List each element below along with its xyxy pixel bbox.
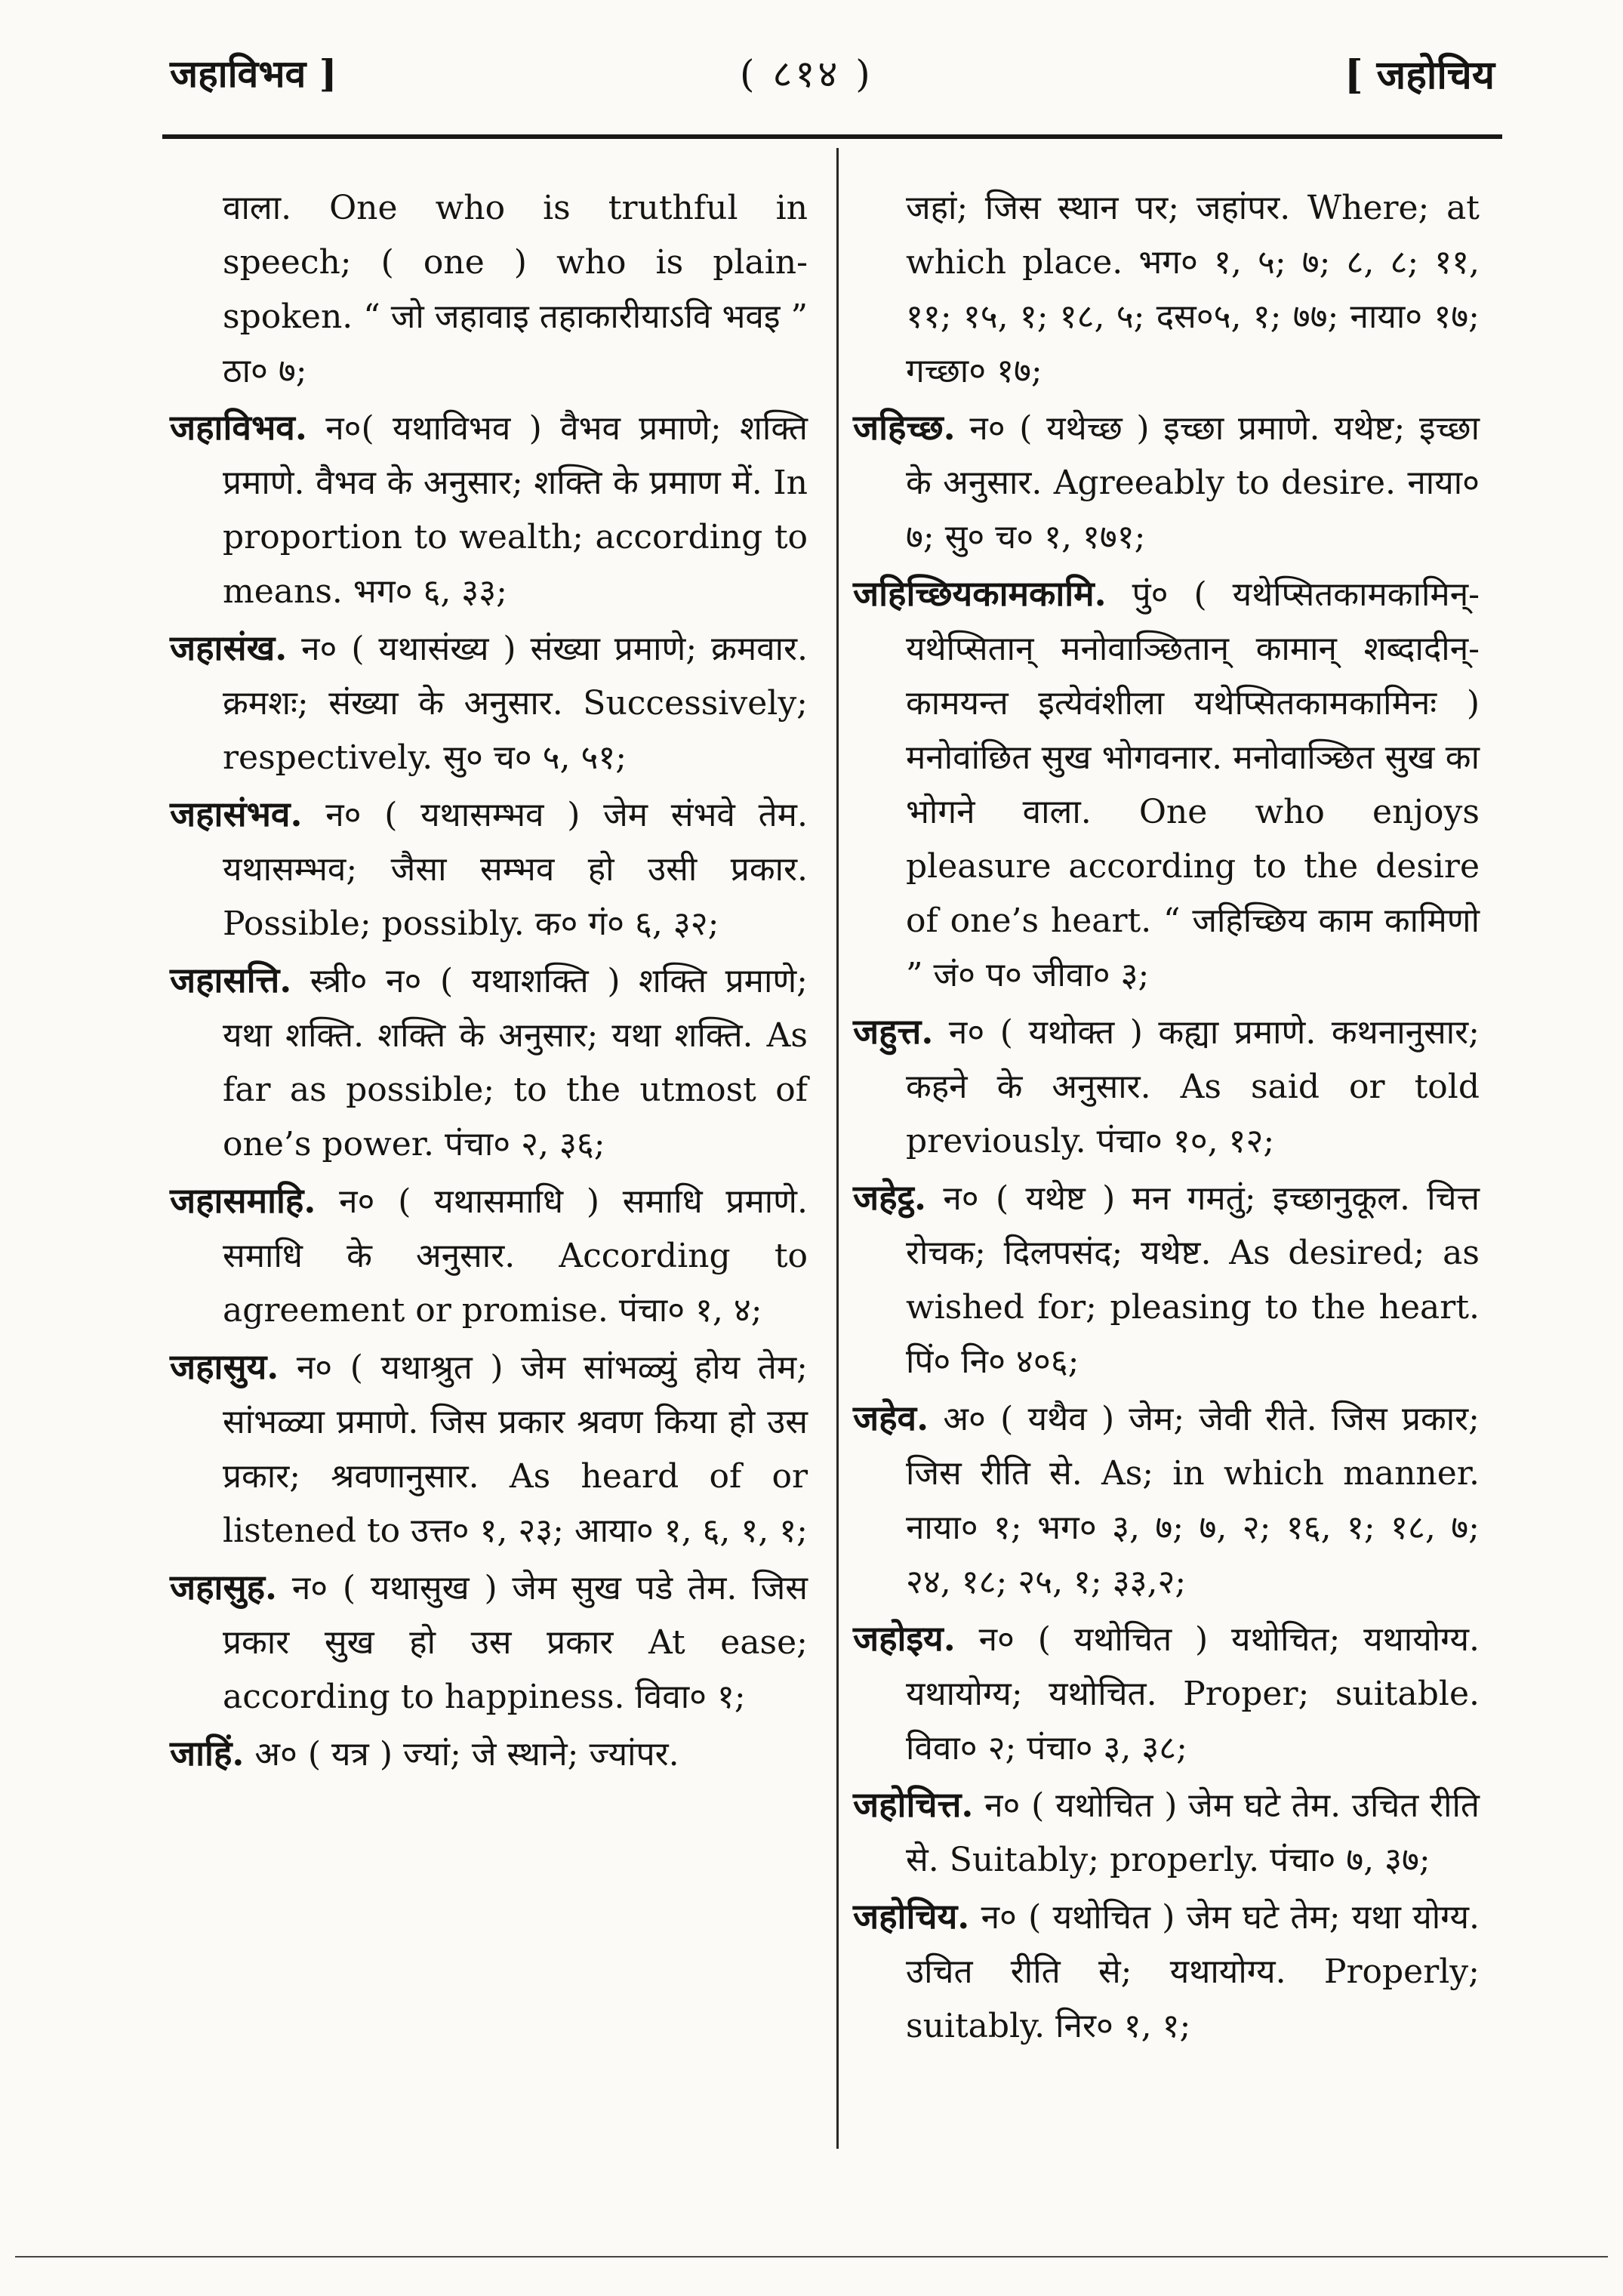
dictionary-entry — [170, 787, 808, 951]
dictionary-entry — [853, 1004, 1480, 1169]
dictionary-entry — [170, 1339, 808, 1558]
entry-headword: जहासुह. — [170, 1567, 278, 1607]
entry-headword: जाहिं. — [170, 1733, 245, 1774]
dictionary-entry — [853, 180, 1480, 399]
entry-definition: न० ( यथोचित ) जेम घटे तेम; यथा योग्य. उचित रीति से; यथायोग्य. Properly; suitably. निर० १, १; — [906, 1898, 1480, 2045]
dictionary-entry — [853, 1777, 1480, 1888]
dictionary-entry — [170, 1726, 808, 1782]
entry-definition: न० ( यथासुख ) जेम सुख पडे तेम. जिस प्रकार सुख हो उस प्रकार At ease; according to happiness. विवा० १; — [223, 1569, 808, 1716]
dictionary-entry — [853, 1611, 1480, 1776]
entry-definition: न० ( यथासम्भव ) जेम संभवे तेम. यथासम्भव; जैसा सम्भव हो उसी प्रकार. Possible; possibly. क० गं० ६, ३२; — [223, 796, 808, 943]
header-rule — [162, 134, 1502, 139]
entry-definition: न० ( यथासंख्य ) संख्या प्रमाणे; क्रमवार. क्रमशः; संख्या के अनुसार. Successively; respectively. सु० च० ५, ५१; — [223, 630, 808, 777]
column-divider — [836, 148, 839, 2149]
entry-definition: न० ( यथोचित ) यथोचित; यथायोग्य. यथायोग्य; यथोचित. Proper; suitable. विवा० २; पंचा० ३, ३८; — [906, 1620, 1480, 1767]
entry-headword: जहोचिय. — [853, 1896, 970, 1937]
entry-headword: जहासुय. — [170, 1346, 279, 1387]
entry-definition: अ० ( यत्र ) ज्यां; जे स्थाने; ज्यांपर. — [254, 1735, 679, 1774]
header-right-guideword: [ जहोचिय — [1344, 52, 1495, 98]
dictionary-entry — [853, 566, 1480, 1003]
entry-headword: जहिच्छ. — [853, 407, 956, 448]
entry-definition: वाला. One who is truthful in speech; ( one ) who is plain-spoken. “ जो जहावाइ तहाकारीयाऽवि भवइ ” ठा० ७; — [223, 189, 808, 390]
dictionary-entry — [853, 1170, 1480, 1389]
right-column — [853, 180, 1480, 2055]
entry-definition: न० ( यथोचित ) जेम घटे तेम. उचित रीति से. Suitably; properly. पंचा० ७, ३७; — [906, 1786, 1480, 1879]
dictionary-entry — [170, 400, 808, 619]
entry-headword: जहासंभव. — [170, 794, 303, 834]
entry-definition: न० ( यथेष्ट ) मन गमतुं; इच्छानुकूल. चित्त रोचक; दिलपसंद; यथेष्ट. As desired; as wished for; pleasing to the heart. पिं० नि० ४०६; — [906, 1179, 1480, 1381]
entry-definition: न०( यथाविभव ) वैभव प्रमाणे; शक्ति प्रमाणे. वैभव के अनुसार; शक्ति के प्रमाण में. In proportion to wealth; according to means. भग० ६, ३३; — [223, 409, 808, 611]
entry-headword: जहाविभव. — [170, 407, 307, 448]
entry-headword: जहोचित्त. — [853, 1784, 974, 1825]
entry-headword: जहोइय. — [853, 1618, 956, 1659]
entry-definition: न० ( यथेच्छ ) इच्छा प्रमाणे. यथेष्ट; इच्छा के अनुसार. Agreeably to desire. नाया० ७; सु० च० १, १७१; — [906, 409, 1480, 556]
entry-headword: जहासंख. — [170, 627, 288, 668]
entry-definition: स्त्री० न० ( यथाशक्ति ) शक्ति प्रमाणे; यथा शक्ति. शक्ति के अनुसार; यथा शक्ति. As far as possible; to the utmost of one’s power. पंचा० २, ३६; — [223, 962, 808, 1163]
entry-headword: जहेव. — [853, 1398, 929, 1438]
dictionary-entry — [170, 1560, 808, 1724]
entry-definition: पुं० ( यथेप्सितकामकामिन्-यथेप्सितान् मनोवाञ्छितान् कामान् शब्दादीन्-कामयन्त इत्येवंशीला यथेप्सितकामकामिनः ) मनोवांछित सुख भोगवनार. मनोवाञ्छित सुख का भोगने वाला. One who enjoys pleasure according to the desire of one’s heart. “ जहिच्छिय काम कामिणो ” जं० प० जीवा० ३; — [906, 575, 1480, 994]
entry-definition: न० ( यथासमाधि ) समाधि प्रमाणे. समाधि के अनुसार. According to agreement or promise. पंचा० १, ४; — [223, 1182, 808, 1330]
dictionary-entry — [853, 1889, 1480, 2054]
footer-rule — [15, 2256, 1608, 2257]
entry-definition: न० ( यथाश्रुत ) जेम सांभळ्युं होय तेम; सांभळ्या प्रमाणे. जिस प्रकार श्रवण किया हो उस प्रकार; श्रवणानुसार. As heard of or listened to उत्त० १, २३; आया० १, ६, १, १; — [223, 1348, 808, 1550]
dictionary-entry — [170, 180, 808, 399]
entry-headword: जहुत्त. — [853, 1011, 934, 1052]
header-left-guideword: जहाविभव ] — [170, 51, 337, 96]
entry-headword: जहासत्ति. — [170, 960, 292, 1000]
entry-definition: अ० ( यथैव ) जेम; जेवी रीते. जिस प्रकार; जिस रीति से. As; in which manner. नाया० १; भग० ३, ७; ७, २; १६, १; १८, ७; २४, १८; २५, १; ३३,२; — [906, 1400, 1480, 1601]
entry-headword: जहेट्ठ. — [853, 1177, 927, 1218]
dictionary-entry — [170, 953, 808, 1172]
entry-definition: जहां; जिस स्थान पर; जहांपर. Where; at which place. भग० १, ५; ७; ८, ८; ११, ११; १५, १; १८, ५; दस०५, १; ७७; नाया० १७; गच्छा० १७; — [906, 189, 1480, 390]
dictionary-entry — [170, 1173, 808, 1338]
dictionary-entry — [170, 621, 808, 785]
page-header — [0, 0, 1623, 136]
entry-definition: न० ( यथोक्त ) कह्या प्रमाणे. कथनानुसार; कहने के अनुसार. As said or told previously. पंचा० १०, १२; — [906, 1013, 1480, 1160]
dictionary-entry — [853, 400, 1480, 565]
dictionary-entry — [853, 1391, 1480, 1610]
header-page-number: ( ८१४ ) — [740, 52, 873, 96]
entry-headword: जहासमाहि. — [170, 1180, 316, 1221]
left-column — [170, 180, 808, 1783]
entry-headword: जहिच्छियकामकामि. — [853, 573, 1107, 614]
